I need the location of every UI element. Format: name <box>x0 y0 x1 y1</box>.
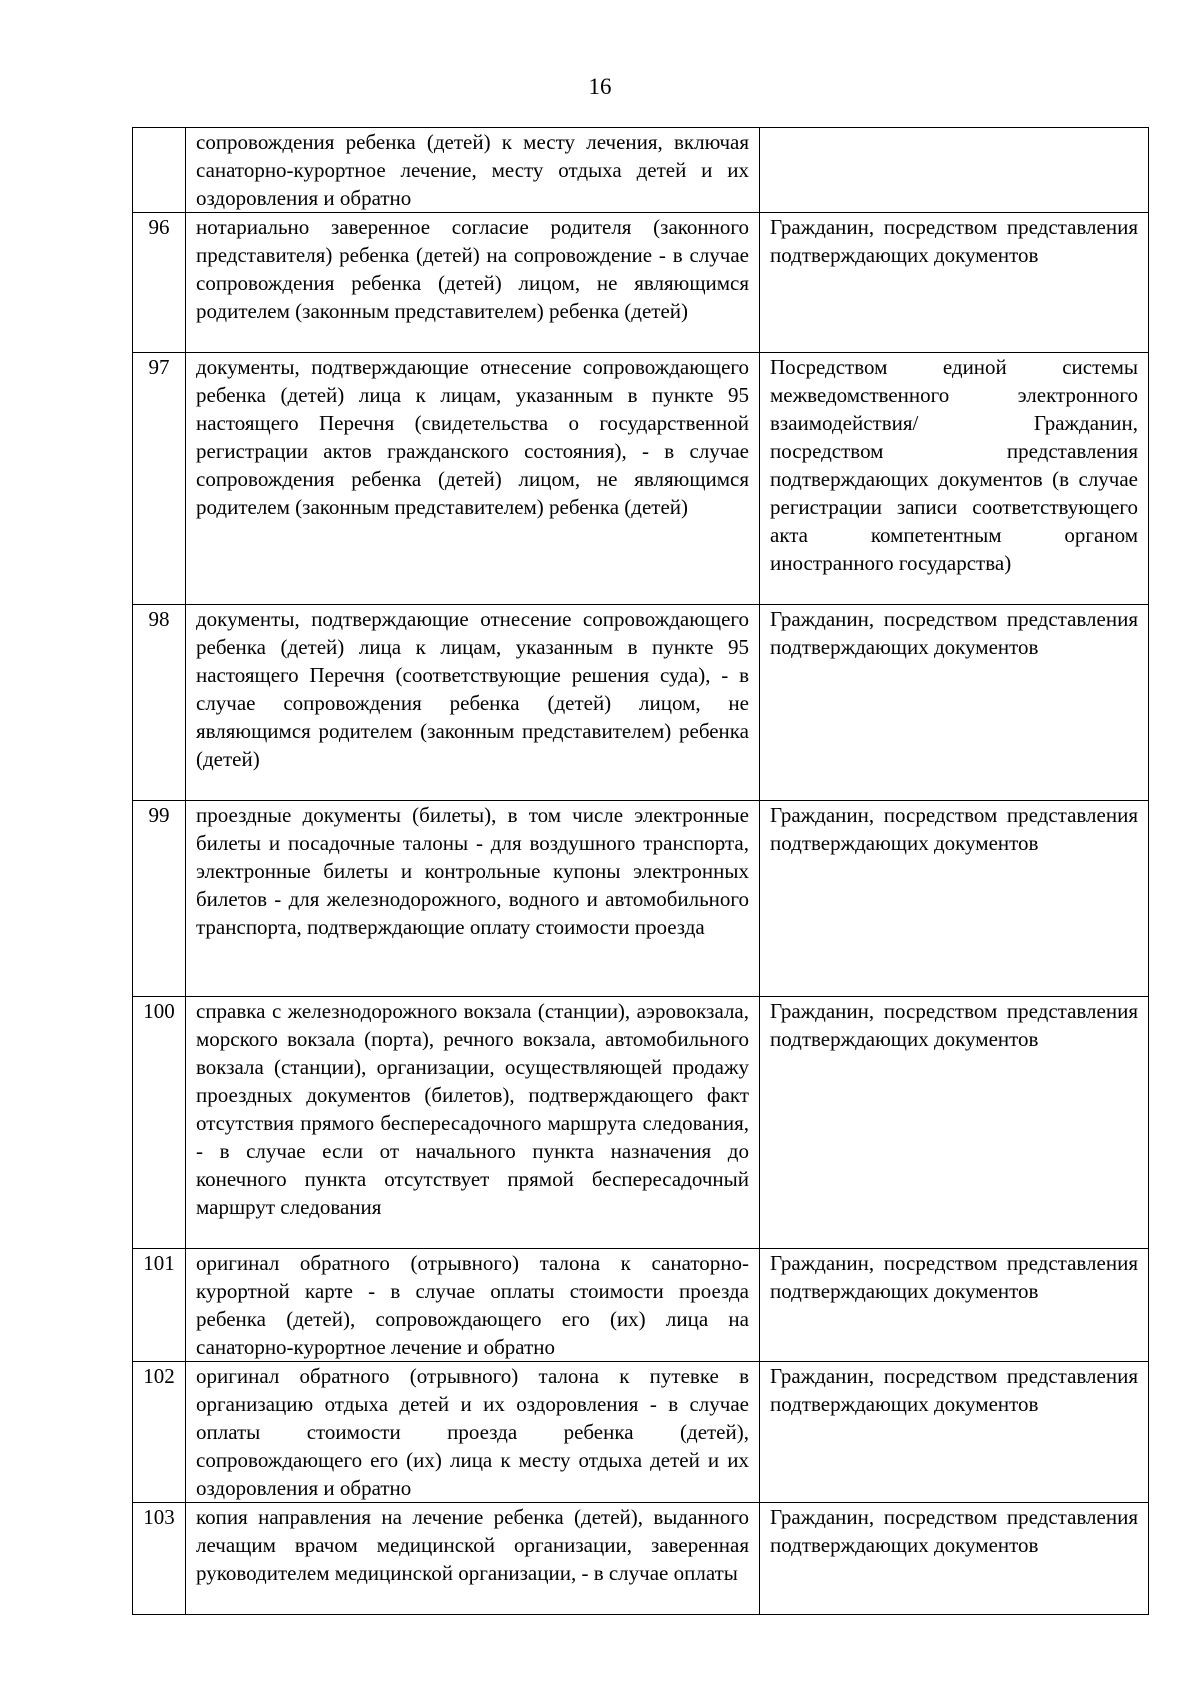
submission-method: Гражданин, посредством представления подтверждающих документов <box>760 1503 1149 1615</box>
page-number: 16 <box>588 74 612 99</box>
document-description: документы, подтверждающие отнесение сопровождающего ребенка (детей) лица к лицам, указанным в пункте 95 настоящего Перечня (свидетельства о государственной регистрации актов гражданского состояния), - в случае сопровождения ребенка (детей) лицом, не являющимся родителем (законным представителем) ребенка (детей) <box>186 353 760 605</box>
submission-method: Гражданин, посредством представления подтверждающих документов <box>760 801 1149 997</box>
document-description: оригинал обратного (отрывного) талона к путевке в организацию отдыха детей и их оздоровления - в случае оплаты стоимости проезда ребенка (детей), сопровождающего его (их) лица к месту отдыха детей и их оздоровления и обратно <box>186 1362 760 1503</box>
document-description: проездные документы (билеты), в том числе электронные билеты и посадочные талоны - для воздушного транспорта, электронные билеты и контрольные купоны электронных билетов - для железнодорожного, водного и автомобильного транспорта, подтверждающие оплату стоимости проезда <box>186 801 760 997</box>
table-row <box>133 213 1149 353</box>
document-description: оригинал обратного (отрывного) талона к санаторно-курортной карте - в случае оплаты стоимости проезда ребенка (детей), сопровождающего его (их) лица на санаторно-курортное лечение и обратно <box>186 1249 760 1362</box>
submission-method: Посредством единой системы межведомственного электронного взаимодействия/ Гражданин, посредством представления подтверждающих документов (в случае регистрации записи соответствующего акта компетентным органом иностранного государства) <box>760 353 1149 605</box>
row-number <box>133 128 186 213</box>
table-row <box>133 128 1149 213</box>
document-description: нотариально заверенное согласие родителя (законного представителя) ребенка (детей) на сопровождение - в случае сопровождения ребенка (детей) лицом, не являющимся родителем (законным представителем) ребенка (детей) <box>186 213 760 353</box>
table-row <box>133 353 1149 605</box>
submission-method <box>760 128 1149 213</box>
document-description: копия направления на лечение ребенка (детей), выданного лечащим врачом медицинской организации, заверенная руководителем медицинской организации, - в случае оплаты <box>186 1503 760 1615</box>
row-number: 96 <box>133 213 186 353</box>
documents-table <box>132 127 1149 1615</box>
row-number: 97 <box>133 353 186 605</box>
row-number: 103 <box>133 1503 186 1615</box>
submission-method: Гражданин, посредством представления подтверждающих документов <box>760 605 1149 801</box>
row-number: 99 <box>133 801 186 997</box>
submission-method: Гражданин, посредством представления подтверждающих документов <box>760 1362 1149 1503</box>
submission-method: Гражданин, посредством представления подтверждающих документов <box>760 213 1149 353</box>
document-description: справка с железнодорожного вокзала (станции), аэровокзала, морского вокзала (порта), речного вокзала, автомобильного вокзала (станции), организации, осуществляющей продажу проездных документов (билетов), подтверждающего факт отсутствия прямого беспересадочного маршрута следования, - в случае если от начального пункта назначения до конечного пункта отсутствует прямой беспересадочный маршрут следования <box>186 997 760 1249</box>
table-row <box>133 1249 1149 1362</box>
row-number: 100 <box>133 997 186 1249</box>
submission-method: Гражданин, посредством представления подтверждающих документов <box>760 997 1149 1249</box>
document-description: сопровождения ребенка (детей) к месту лечения, включая санаторно-курортное лечение, месту отдыха детей и их оздоровления и обратно <box>186 128 760 213</box>
submission-method: Гражданин, посредством представления подтверждающих документов <box>760 1249 1149 1362</box>
document-description: документы, подтверждающие отнесение сопровождающего ребенка (детей) лица к лицам, указанным в пункте 95 настоящего Перечня (соответствующие решения суда), - в случае сопровождения ребенка (детей) лицом, не являющимся родителем (законным представителем) ребенка (детей) <box>186 605 760 801</box>
table-row <box>133 997 1149 1249</box>
row-number: 101 <box>133 1249 186 1362</box>
row-number: 98 <box>133 605 186 801</box>
table-row <box>133 1362 1149 1503</box>
table-row <box>133 605 1149 801</box>
table-row <box>133 1503 1149 1615</box>
row-number: 102 <box>133 1362 186 1503</box>
table-row <box>133 801 1149 997</box>
